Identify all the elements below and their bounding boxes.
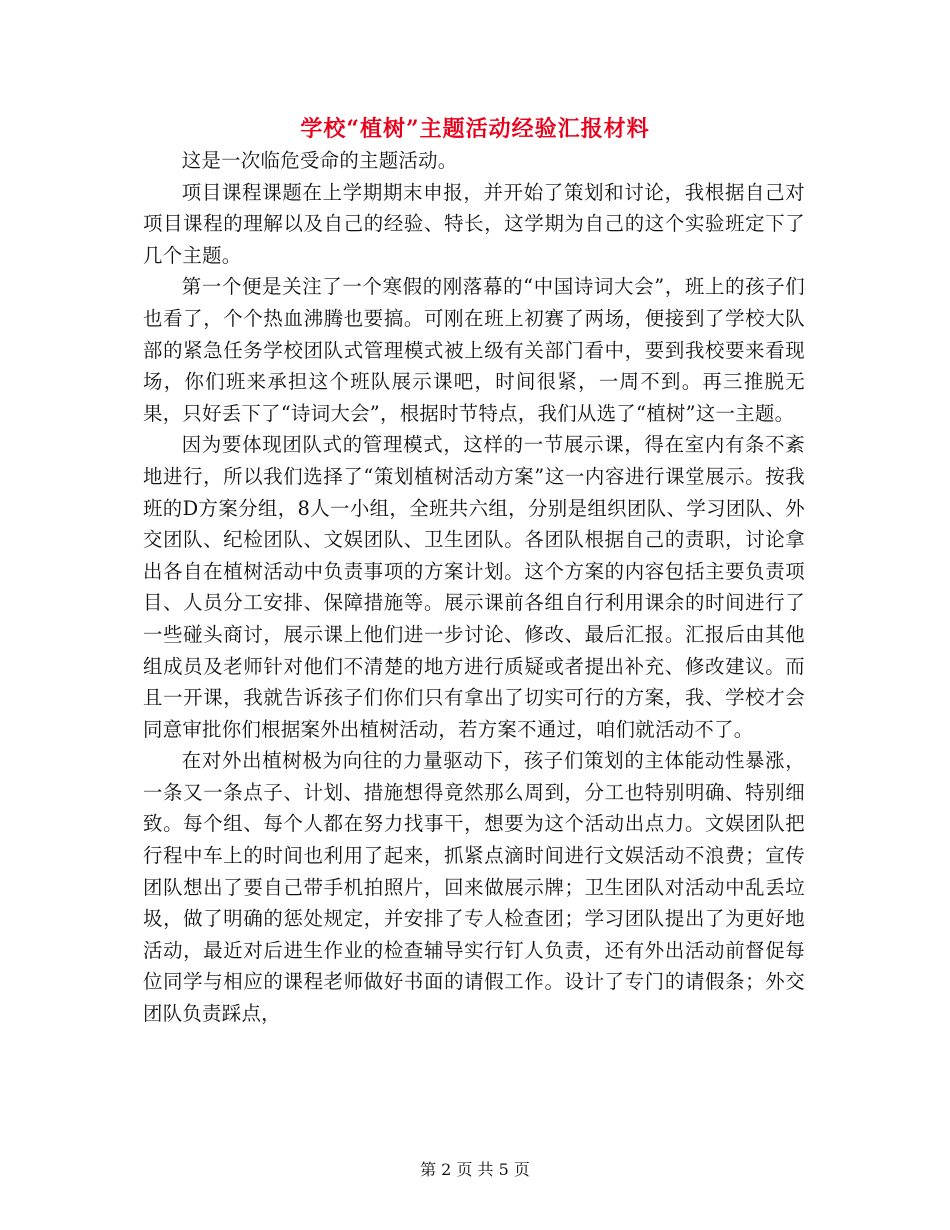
page-footer: 第 2 页 共 5 页 <box>420 1160 530 1179</box>
document-body <box>143 145 805 1030</box>
paragraph-3: 第一个便是关注了一个寒假的刚落幕的“中国诗词大会”，班上的孩子们也看了，个个热血沸腾也要搞。可刚在班上初赛了两场，便接到了学校大队部的紧急任务学校团队式管理模式被上级有关部门看中，要到我校要来看现场，你们班来承担这个班队展示课吧，时间很紧，一周不到。再三推脱无果，只好丢下了“诗词大会”，根据时节特点，我们从选了“植树”这一主题。 <box>143 275 805 425</box>
paragraph-2: 项目课程课题在上学期期末申报，并开始了策划和讨论，我根据自己对项目课程的理解以及自己的经验、特长，这学期为自己的这个实验班定下了几个主题。 <box>143 180 805 267</box>
paragraph-5: 在对外出植树极为向往的力量驱动下，孩子们策划的主体能动性暴涨，一条又一条点子、计划、措施想得竟然那么周到，分工也特别明确、特别细致。每个组、每个人都在努力找事干，想要为这个活动出点力。文娱团队把行程中车上的时间也利用了起来，抓紧点滴时间进行文娱活动不浪费；宣传团队想出了要自己带手机拍照片，回来做展示牌；卫生团队对活动中乱丢垃圾，做了明确的惩处规定，并安排了专人检查团；学习团队提出了为更好地活动，最近对后进生作业的检查辅导实行钉人负责，还有外出活动前督促每位同学与相应的课程老师做好书面的请假工作。设计了专门的请假条；外交团队负责踩点， <box>143 749 805 1026</box>
document-title: 学校“植树”主题活动经验汇报材料 <box>300 116 650 142</box>
paragraph-4: 因为要体现团队式的管理模式，这样的一节展示课，得在室内有条不紊地进行，所以我们选择了“策划植树活动方案”这一内容进行课堂展示。按我班的D方案分组，8人一小组，全班共六组，分别是组织团队、学习团队、外交团队、纪检团队、文娱团队、卫生团队。各团队根据自己的责职，讨论拿出各自在植树活动中负责事项的方案计划。这个方案的内容包括主要负责项目、人员分工安排、保障措施等。展示课前各组自行利用课余的时间进行了一些碰头商讨，展示课上他们进一步讨论、修改、最后汇报。汇报后由其他组成员及老师针对他们不清楚的地方进行质疑或者提出补充、修改建议。而且一开课，我就告诉孩子们你们只有拿出了切实可行的方案，我、学校才会同意审批你们根据案外出植树活动，若方案不通过，咱们就活动不了。 <box>143 433 805 741</box>
paragraph-1: 这是一次临危受命的主题活动。 <box>181 149 458 172</box>
